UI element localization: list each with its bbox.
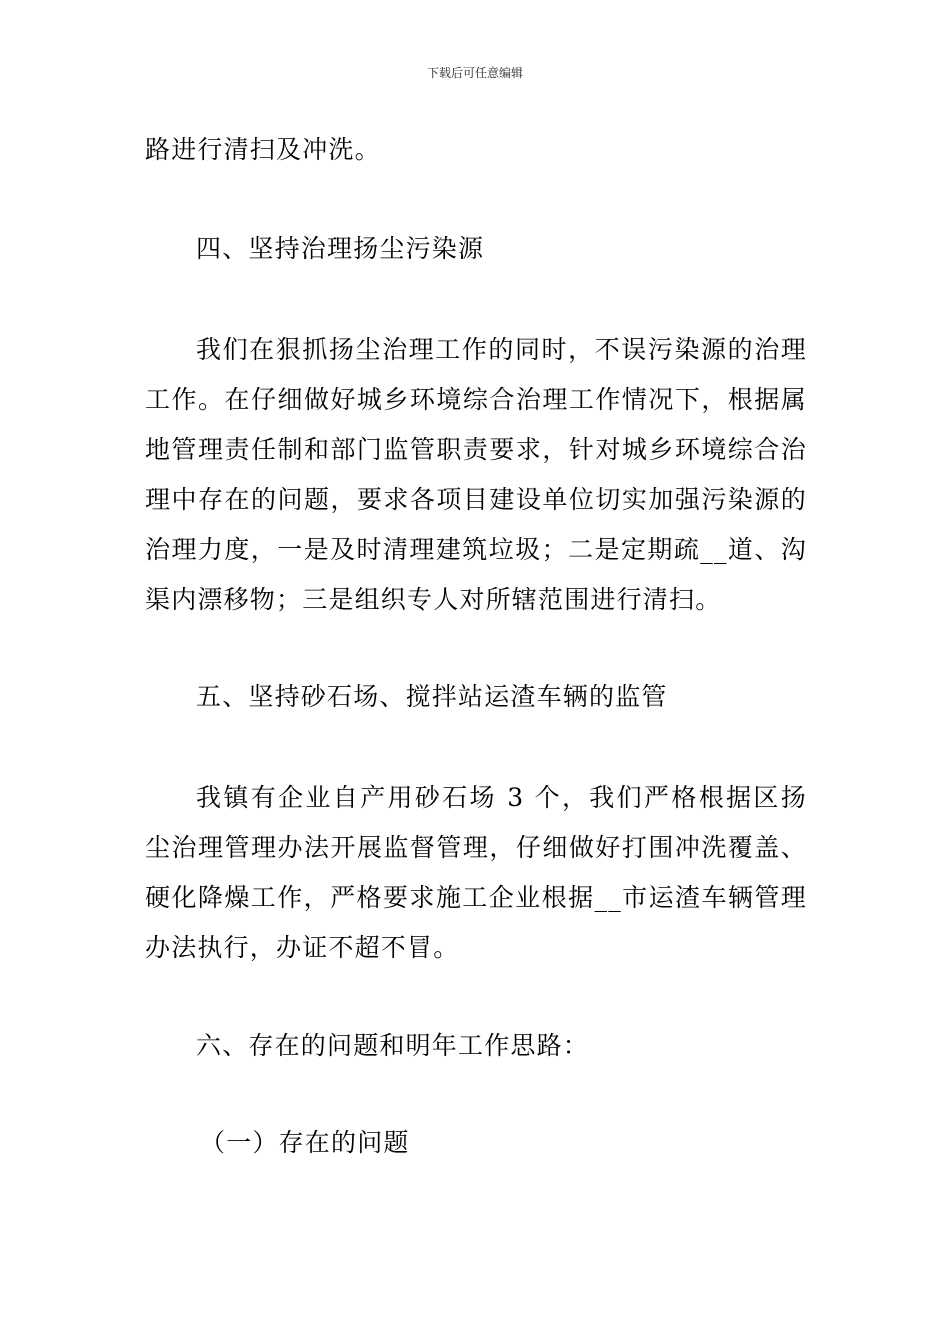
section-5-paragraph bbox=[145, 773, 807, 973]
section-4-paragraph-text: 我们在狠抓扬尘治理工作的同时，不误污染源的治理工作。在仔细做好城乡环境综合治理工作情况下，根据属地管理责任制和部门监管职责要求，针对城乡环境综合治理中存在的问题，要求各项目建设单位切实加强污染源的治理力度，一是及时清理建筑垃圾；二是定期疏__道、沟渠内漂移物；三是组织专人对所辖范围进行清扫。 bbox=[145, 335, 807, 614]
section-5-heading: 五、坚持砂石场、搅拌站运渣车辆的监管 bbox=[196, 682, 668, 711]
section-4-heading: 四、坚持治理扬尘污染源 bbox=[196, 234, 485, 263]
section-6-heading: 六、存在的问题和明年工作思路： bbox=[196, 1031, 590, 1060]
subsection-1-heading: （一）存在的问题 bbox=[200, 1128, 410, 1157]
paragraph-continuation-text: 路进行清扫及冲洗。 bbox=[145, 135, 381, 164]
paragraph-continuation bbox=[145, 125, 807, 175]
section-4-paragraph bbox=[145, 325, 807, 625]
page-header: 下载后可任意编辑 bbox=[426, 66, 523, 80]
section-5-paragraph-text: 我镇有企业自产用砂石场 3 个，我们严格根据区扬尘治理管理办法开展监督管理，仔细做好打围冲洗覆盖、硬化降燥工作，严格要求施工企业根据__市运渣车辆管理办法执行，办证不超不冒。 bbox=[145, 783, 807, 962]
